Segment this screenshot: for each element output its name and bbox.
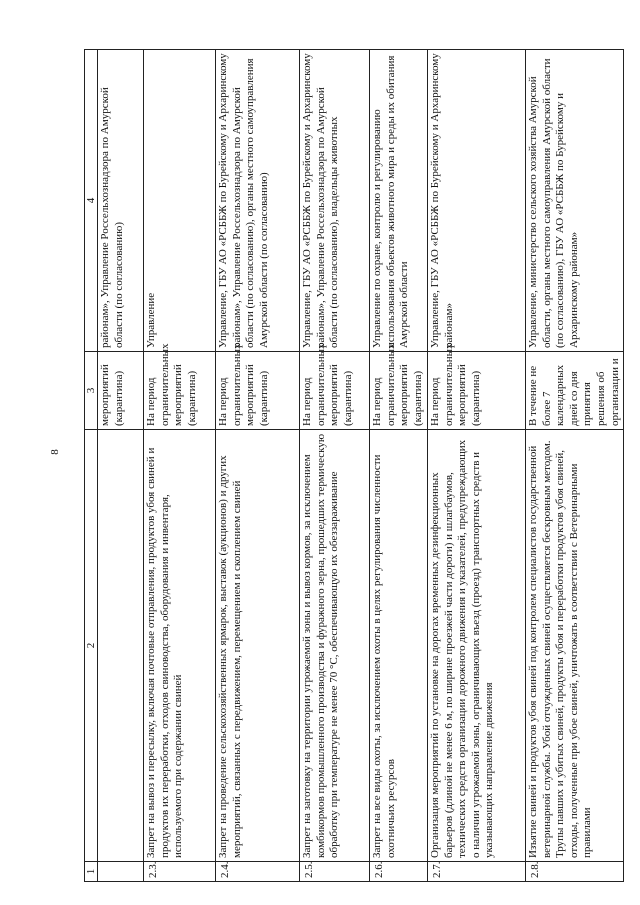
rotated-table-container — [84, 50, 621, 882]
table-row-continued — [98, 50, 144, 882]
measures-table — [84, 49, 624, 882]
table-row — [428, 50, 526, 882]
period-cell: На период ограничительных мероприятий (карантина) — [370, 352, 428, 430]
responsible-cell: Управление — [144, 50, 216, 352]
period-cell: В течение не более 7 календарных дней со дня принятия решения об организации и — [526, 352, 624, 430]
period-cell: На период ограничительных мероприятий (карантина) — [144, 352, 216, 430]
period-cell: На период ограничительных мероприятий (карантина) — [300, 352, 370, 430]
row-number: 2.4. — [216, 862, 300, 882]
row-number: 2.8. — [526, 862, 624, 882]
measure-cell: Изъятие свиней и продуктов убоя свиней под контролем специалистов государственной ветеринарной службы. Убой отчужденных свиней осуществляется бескровным методом. Трупы павших и убитых свиней, продукты убоя и переработки продуктов убоя свиней, отходы, полученные при убое свиней, уничтожать в соответствии с Ветеринарными правилами — [526, 430, 624, 862]
row-number: 2.7. — [428, 862, 526, 882]
responsible-cell: Управление по охране, контролю и регулированию использования объектов животного мира и среды их обитания Амурской области — [370, 50, 428, 352]
measure-cell: Запрет на проведение сельскохозяйственных ярмарок, выставок (аукционов) и других мероприятий, связанных с передвижением, перемещением и скоплением свиней — [216, 430, 300, 862]
measure-cell — [98, 430, 144, 862]
row-number: 2.3. — [144, 862, 216, 882]
period-cell: На период ограничительных мероприятий (карантина) — [428, 352, 526, 430]
table-row — [300, 50, 370, 882]
header-col-3: 3 — [85, 352, 98, 430]
table-row — [144, 50, 216, 882]
measure-cell: Запрет на вывоз и пересылку, включая почтовые отправления, продуктов убоя свиней и продуктов их переработки, отходов свиноводства, оборудования и инвентаря, используемого при содержании свиней — [144, 430, 216, 862]
row-number — [98, 862, 144, 882]
responsible-cell: районам», Управление Россельхознадзора по Амурской области (по согласованию) — [98, 50, 144, 352]
responsible-cell: Управление, министерство сельского хозяйства Амурской области, органы местного самоуправления Амурской области (по согласованию), ГБУ АО «РСББЖ по Бурейскому и Архаринскому районам» — [526, 50, 624, 352]
row-number: 2.6. — [370, 862, 428, 882]
responsible-cell: Управление, ГБУ АО «РСББЖ по Бурейскому и Архаринскому районам» — [428, 50, 526, 352]
responsible-cell: Управление, ГБУ АО «РСББЖ по Бурейскому и Архаринскому районам», Управление Россельхознадзора по Амурской области (по согласованию), владельцы животных — [300, 50, 370, 352]
measure-cell: Запрет на все виды охоты, за исключением охоты в целях регулирования численности охотничьих ресурсов — [370, 430, 428, 862]
table-header-row — [85, 50, 98, 882]
table-row — [526, 50, 624, 882]
table-row — [216, 50, 300, 882]
header-col-4: 4 — [85, 50, 98, 352]
table-row — [370, 50, 428, 882]
period-cell: На период ограничительных мероприятий (карантина) — [216, 352, 300, 430]
header-col-1: 1 — [85, 862, 98, 882]
row-number: 2.5. — [300, 862, 370, 882]
measure-cell: Организация мероприятий по установке на дорогах временных дезинфекционных барьеров (длиной не менее 6 м, по ширине проезжей части дороги) и шлагбаумов, технических средств организации дорожного движения и указателей, предупреждающих о наличии угрожаемой зоны, ограничивающих въезд (проезд) транспортных средств и указывающих направление движения — [428, 430, 526, 862]
period-cell: мероприятий (карантина) — [98, 352, 144, 430]
header-col-2: 2 — [85, 430, 98, 862]
page-number: 8 — [48, 449, 61, 455]
measure-cell: Запрет на заготовку на территории угрожаемой зоны и вывоз кормов, за исключением комбикормов промышленного производства и фуражного зерна, прошедших термическую обработку при температуре не менее 70 °С, обеспечивающую их обеззараживание — [300, 430, 370, 862]
responsible-cell: Управление, ГБУ АО «РСББЖ по Бурейскому и Архаринскому районам», Управление Россельхознадзора по Амурской области (по согласованию), органы местного самоуправления Амурской области (по согласованию) — [216, 50, 300, 352]
